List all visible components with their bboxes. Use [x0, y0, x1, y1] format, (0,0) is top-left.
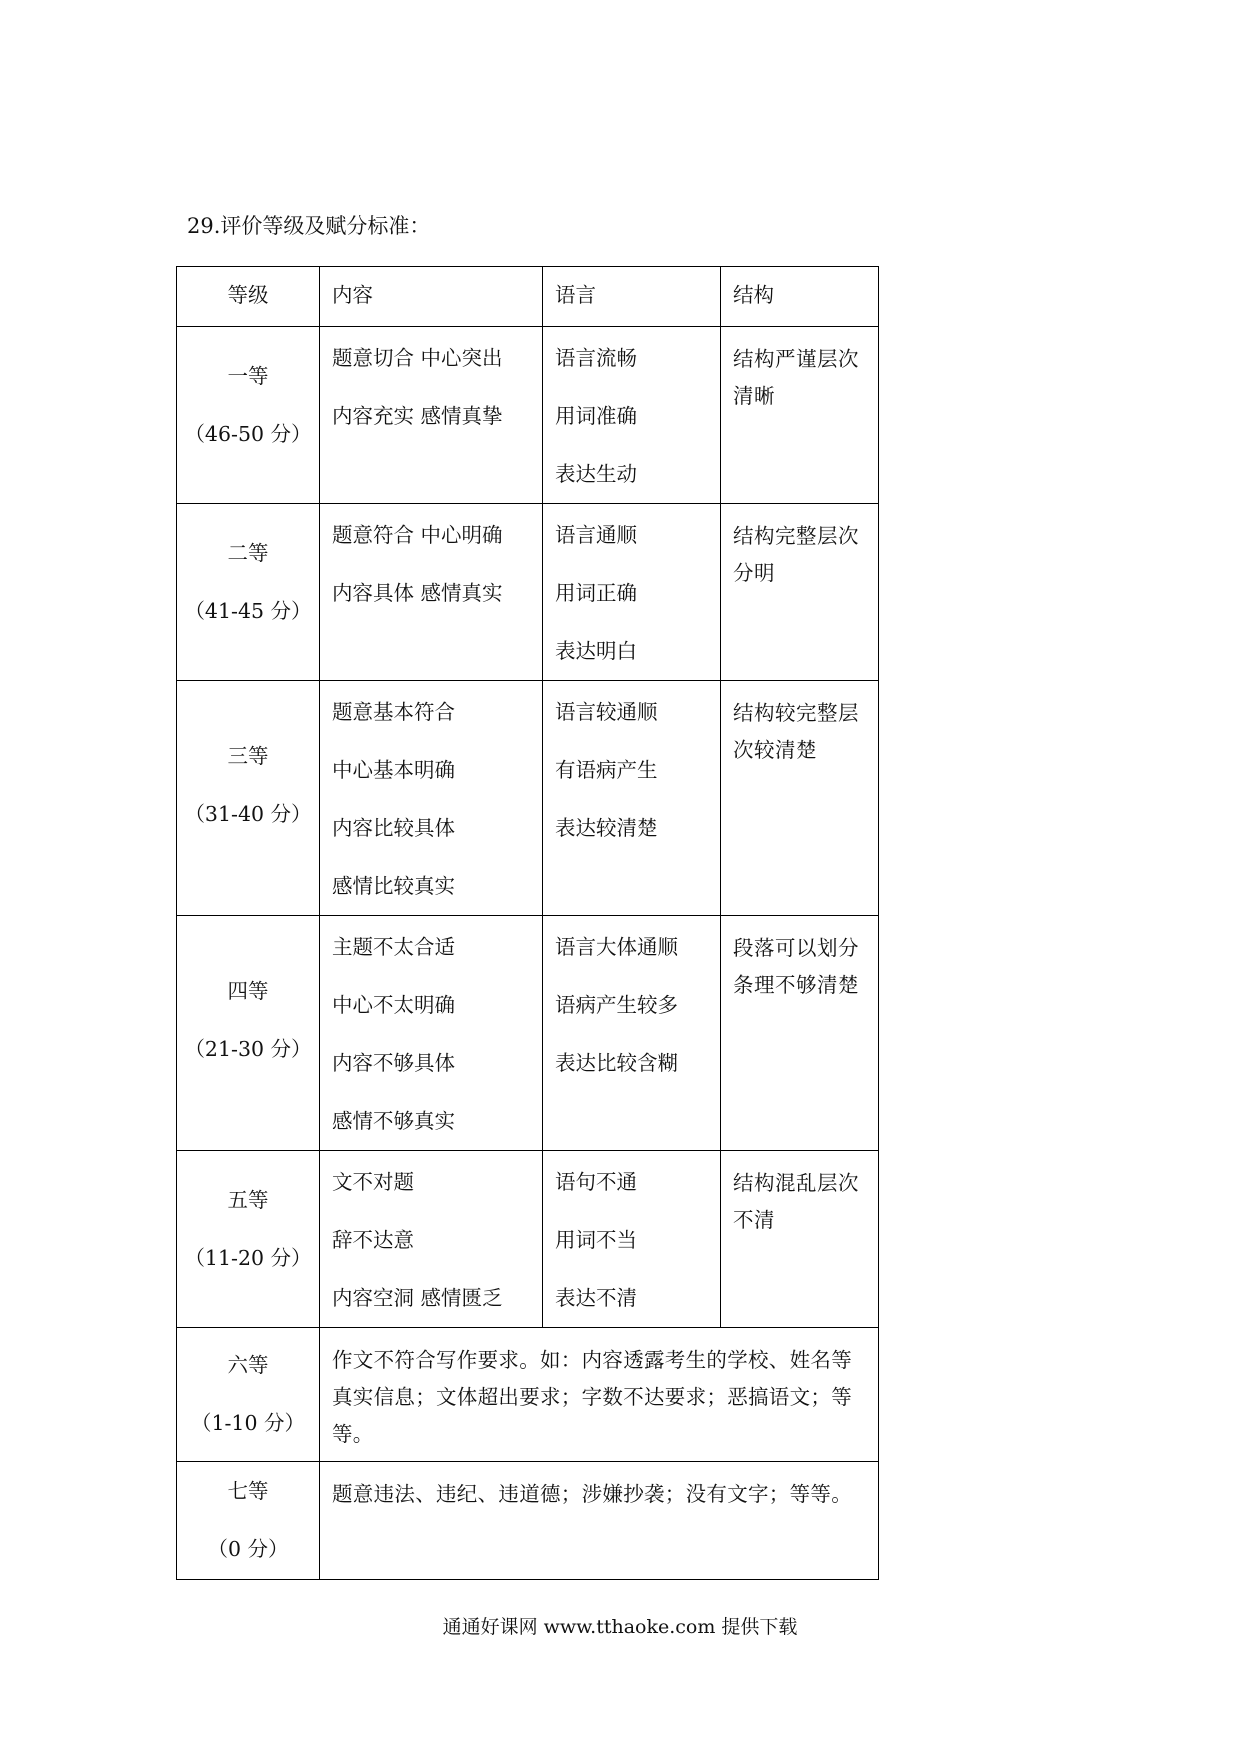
table-row [177, 504, 879, 681]
language-cell [543, 1151, 721, 1328]
structure-cell [721, 916, 879, 1151]
language-line: 用词不当 [555, 1228, 637, 1252]
content-line: 题意符合 中心明确 [332, 523, 503, 547]
language-line: 用词正确 [555, 581, 637, 605]
grade-name: 一等 [227, 364, 269, 388]
structure-cell [721, 681, 879, 916]
language-cell [543, 916, 721, 1151]
language-line: 语言通顺 [555, 523, 637, 547]
merged-description: 题意违法、违纪、违道德；涉嫌抄袭；没有文字；等等。 [332, 1482, 852, 1506]
grade-cell [177, 1462, 320, 1580]
grade-range: （0 分） [207, 1537, 289, 1561]
language-cell [543, 681, 721, 916]
grade-name: 二等 [227, 541, 269, 565]
grade-cell [177, 504, 320, 681]
language-line: 语病产生较多 [555, 993, 678, 1017]
structure-cell [721, 1151, 879, 1328]
grade-range: （46-50 分） [184, 422, 312, 446]
grade-name: 三等 [227, 744, 269, 768]
table-row [177, 1328, 879, 1462]
content-line: 内容不够具体 [332, 1051, 455, 1075]
language-line: 语句不通 [555, 1170, 637, 1194]
grade-range: （41-45 分） [184, 599, 312, 623]
content-cell [320, 504, 543, 681]
content-line: 题意切合 中心突出 [332, 346, 503, 370]
content-line: 内容空洞 感情匮乏 [332, 1286, 503, 1310]
grade-name: 七等 [227, 1479, 269, 1503]
table-header-row [177, 267, 879, 327]
header-cell-grade: 等级 [177, 267, 320, 327]
language-line: 有语病产生 [555, 758, 658, 782]
grade-range: （21-30 分） [184, 1037, 312, 1061]
content-line: 文不对题 [332, 1170, 414, 1194]
language-line: 用词准确 [555, 404, 637, 428]
content-cell [320, 1151, 543, 1328]
grade-name: 四等 [227, 979, 269, 1003]
content-line: 内容具体 感情真实 [332, 581, 503, 605]
content-cell [320, 327, 543, 504]
grade-name: 五等 [227, 1188, 269, 1212]
content-line: 中心基本明确 [332, 758, 455, 782]
structure-text: 结构严谨层次清晰 [733, 347, 859, 408]
question-heading: 29.评价等级及赋分标准： [187, 214, 431, 238]
structure-text: 结构完整层次分明 [733, 524, 859, 585]
grade-name: 六等 [227, 1353, 269, 1377]
language-line: 表达较清楚 [555, 816, 658, 840]
content-line: 辞不达意 [332, 1228, 414, 1252]
grade-range: （31-40 分） [184, 802, 312, 826]
content-cell [320, 681, 543, 916]
table-row [177, 1151, 879, 1328]
content-line: 感情不够真实 [332, 1109, 455, 1133]
structure-text: 结构较完整层次较清楚 [733, 701, 859, 762]
table-row [177, 327, 879, 504]
content-line: 中心不太明确 [332, 993, 455, 1017]
page-footer: 通通好课网 www.tthaoke.com 提供下载 [442, 1616, 798, 1638]
structure-text: 结构混乱层次不清 [733, 1171, 859, 1232]
language-cell [543, 327, 721, 504]
content-line: 题意基本符合 [332, 700, 455, 724]
language-line: 语言较通顺 [555, 700, 658, 724]
language-line: 表达生动 [555, 462, 637, 486]
grade-cell [177, 1328, 320, 1462]
language-line: 语言流畅 [555, 346, 637, 370]
table-row [177, 681, 879, 916]
grading-standard-table [176, 266, 879, 1580]
grade-range: （11-20 分） [184, 1246, 312, 1270]
language-line: 表达明白 [555, 639, 637, 663]
structure-cell [721, 504, 879, 681]
merged-description-cell [320, 1328, 879, 1462]
content-line: 内容充实 感情真挚 [332, 404, 503, 428]
content-line: 主题不太合适 [332, 935, 455, 959]
language-cell [543, 504, 721, 681]
grade-range: （1-10 分） [190, 1411, 306, 1435]
merged-description-cell [320, 1462, 879, 1580]
language-line: 表达不清 [555, 1286, 637, 1310]
language-line: 语言大体通顺 [555, 935, 678, 959]
header-cell-structure: 结构 [721, 267, 879, 327]
content-line: 内容比较具体 [332, 816, 455, 840]
header-cell-content: 内容 [320, 267, 543, 327]
grade-cell [177, 1151, 320, 1328]
content-line: 感情比较真实 [332, 874, 455, 898]
grade-cell [177, 681, 320, 916]
structure-text: 段落可以划分条理不够清楚 [733, 936, 859, 997]
header-cell-language: 语言 [543, 267, 721, 327]
structure-cell [721, 327, 879, 504]
table-row [177, 1462, 879, 1580]
grade-cell [177, 916, 320, 1151]
grade-cell [177, 327, 320, 504]
table-row [177, 916, 879, 1151]
merged-description: 作文不符合写作要求。如：内容透露考生的学校、姓名等真实信息；文体超出要求；字数不达要求；恶搞语文；等等。 [332, 1348, 852, 1446]
content-cell [320, 916, 543, 1151]
language-line: 表达比较含糊 [555, 1051, 678, 1075]
